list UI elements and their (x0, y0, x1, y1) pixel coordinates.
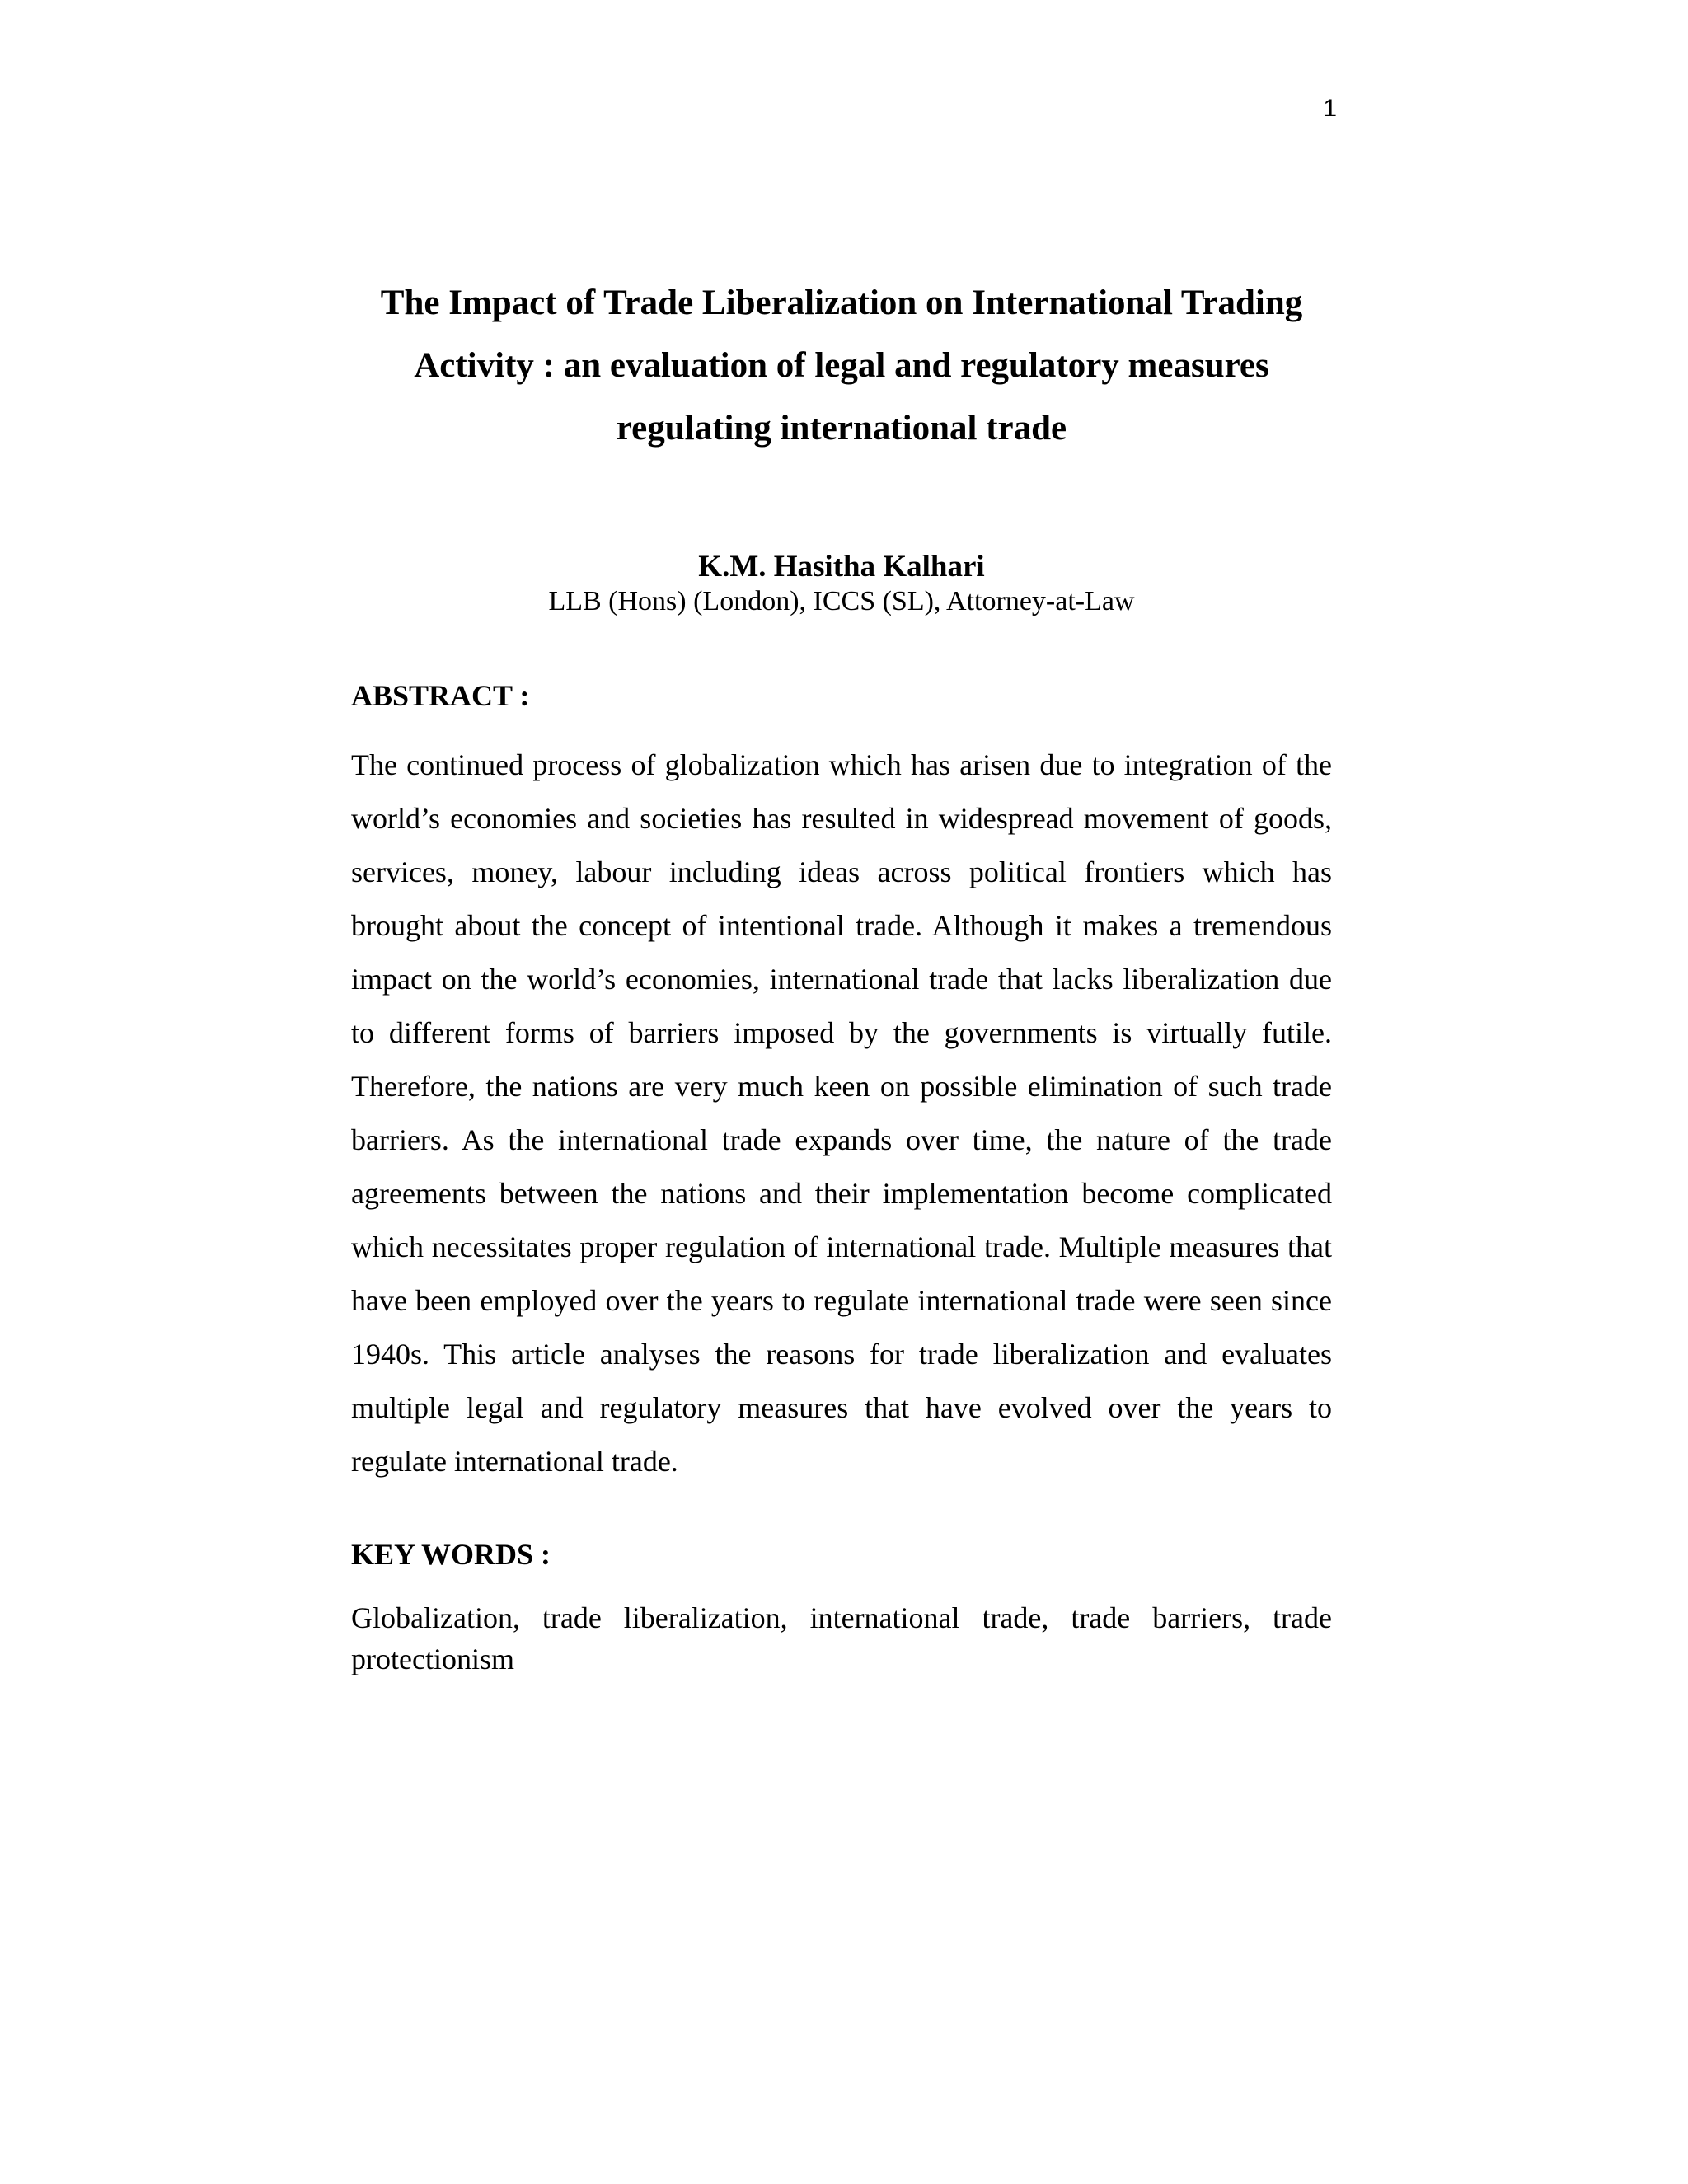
author-credentials: LLB (Hons) (London), ICCS (SL), Attorney-at-Law (548, 586, 1135, 616)
paper-content (351, 272, 1332, 1709)
keywords-heading: KEY WORDS : (351, 1538, 551, 1571)
abstract-heading: ABSTRACT : (351, 679, 530, 712)
author-name: K.M. Hasitha Kalhari (698, 550, 985, 583)
page-number: 1 (1323, 95, 1337, 122)
author-block (351, 549, 1332, 618)
paper-title: The Impact of Trade Liberalization on International Trading Activity : an evaluation of legal and regulatory measures regulating international trade (380, 284, 1303, 448)
keywords-text: Globalization, trade liberalization, international trade, trade barriers, trade protectionism (351, 1601, 1332, 1675)
abstract-text: The continued process of globalization which has arisen due to integration of the world’s economies and societies has resulted in widespread movement of goods, services, money, labour including ideas across political frontiers which has brought about the concept of intentional trade. Although it makes a tremendous impact on the world’s economies, international trade that lacks liberalization due to different forms of barriers imposed by the governments is virtually futile. Therefore, the nations are very much keen on possible elimination of such trade barriers. As the international trade expands over time, the nature of the trade agreements between the nations and their implementation become complicated which necessitates proper regulation of international trade. Multiple measures that have been employed over the years to regulate international trade were seen since 1940s. This article analyses the reasons for trade liberalization and evaluates multiple legal and regulatory measures that have evolved over the years to regulate international trade. (351, 748, 1332, 1478)
